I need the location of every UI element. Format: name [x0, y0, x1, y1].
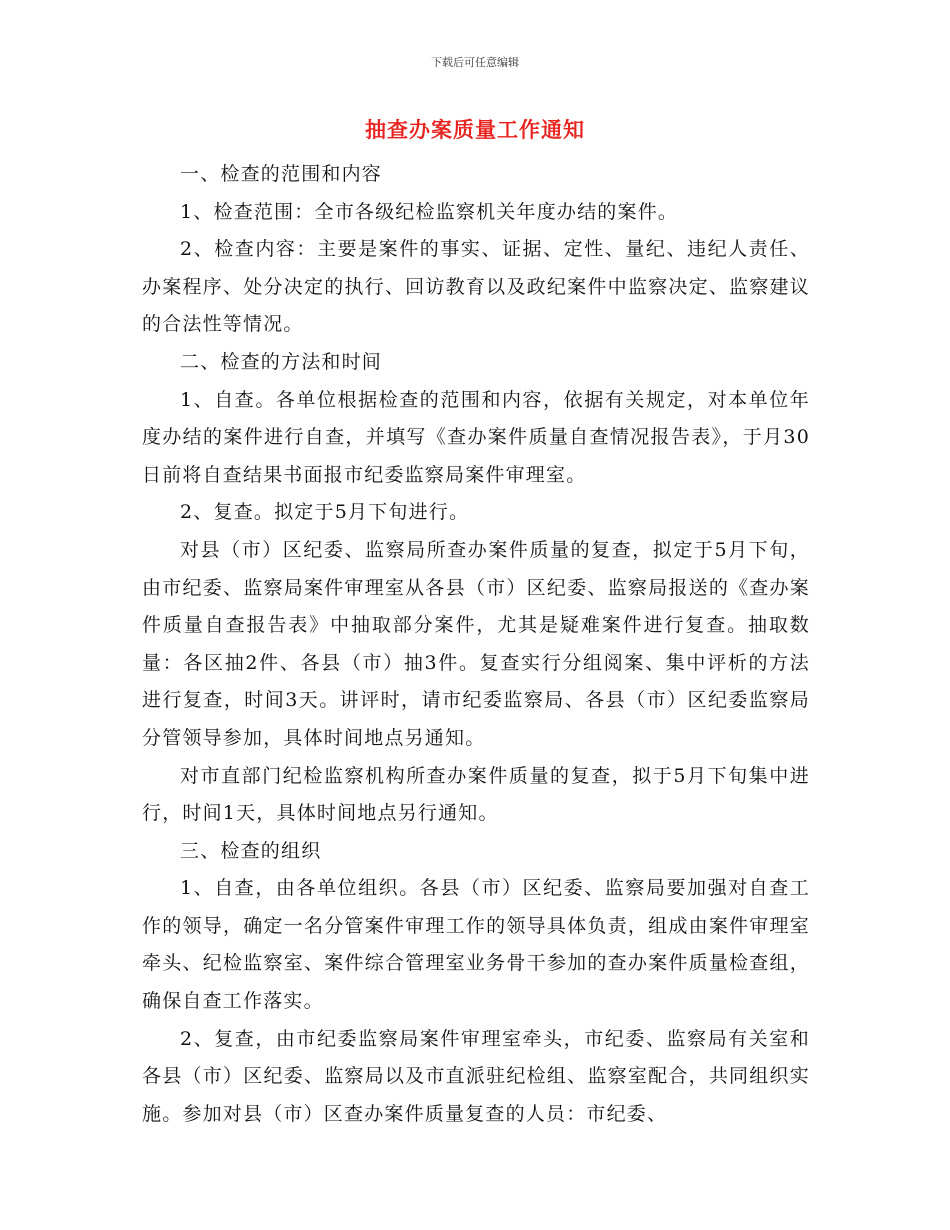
paragraph-self-check: 1、自查。各单位根据检查的范围和内容，依据有关规定，对本单位年度办结的案件进行自查，并填写《查办案件质量自查情况报告表》，于月30日前将自查结果书面报市纪委监察局案件审理室。 — [142, 388, 810, 486]
paragraph-city-recheck: 对市直部门纪检监察机构所查办案件质量的复查，拟于5月下旬集中进行，时间1天，具体时间地点另行通知。 — [142, 764, 810, 825]
paragraph-self-check-org: 1、自查，由各单位组织。各县（市）区纪委、监察局要加强对自查工作的领导，确定一名分管案件审理工作的领导具体负责，组成由案件审理室牵头、纪检监察室、案件综合管理室业务骨干参加的查办案件质量检查组，确保自查工作落实。 — [142, 877, 810, 1013]
section-heading-1: 一、检查的范围和内容 — [180, 163, 383, 185]
document-title: 抽查办案质量工作通知 — [365, 118, 585, 142]
paragraph-content: 2、检查内容：主要是案件的事实、证据、定性、量纪、违纪人责任、办案程序、处分决定的执行、回访教育以及政纪案件中监察决定、监察建议的合法性等情况。 — [142, 238, 810, 336]
section-heading-3: 三、检查的组织 — [180, 839, 322, 862]
paragraph-scope: 1、检查范围：全市各级纪检监察机关年度办结的案件。 — [180, 200, 679, 223]
page-header-note: 下载后可任意编辑 — [431, 56, 519, 69]
paragraph-recheck: 2、复查。拟定于5月下旬进行。 — [180, 501, 470, 524]
paragraph-county-recheck: 对县（市）区纪委、监察局所查办案件质量的复查，拟定于5月下旬，由市纪委、监察局案件审理室从各县（市）区纪委、监察局报送的《查办案件质量自查报告表》中抽取部分案件，尤其是疑难案件进行复查。抽取数量：各区抽2件、各县（市）抽3件。复查实行分组阅案、集中评析的方法进行复查，时间3天。讲评时，请市纪委监察局、各县（市）区纪委监察局分管领导参加，具体时间地点另通知。 — [142, 538, 810, 749]
section-heading-2: 二、检查的方法和时间 — [180, 350, 383, 373]
document-body — [142, 156, 810, 1133]
paragraph-recheck-org: 2、复查，由市纪委监察局案件审理室牵头，市纪委、监察局有关室和各县（市）区纪委、监察局以及市直派驻纪检组、监察室配合，共同组织实施。参加对县（市）区查办案件质量复查的人员：市纪委、 — [142, 1027, 810, 1125]
